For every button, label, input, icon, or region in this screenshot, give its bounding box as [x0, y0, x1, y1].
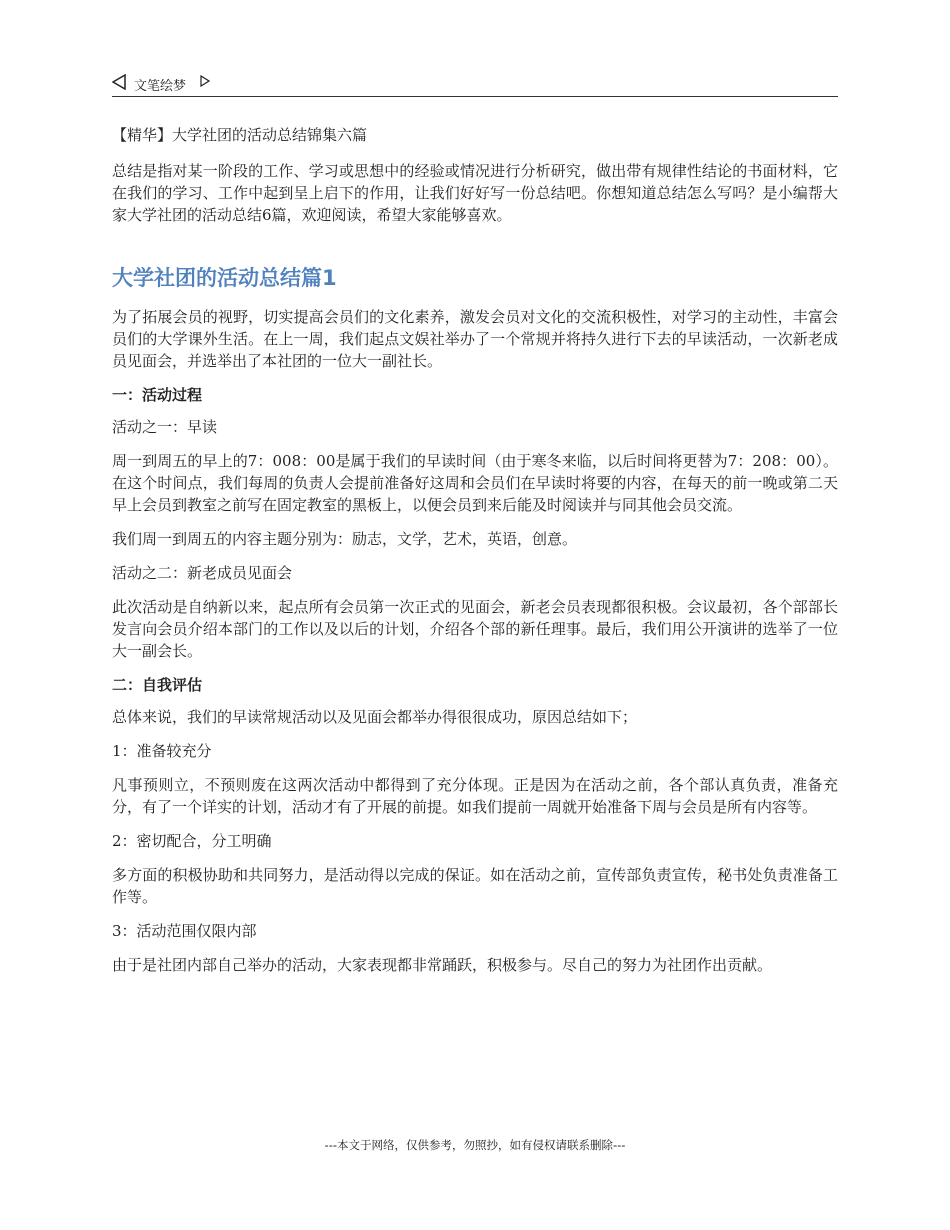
brand-name: 文笔绘梦	[134, 79, 187, 94]
heading-process: 一：活动过程	[112, 386, 203, 404]
section-heading: 大学社团的活动总结篇1	[112, 266, 337, 290]
evaluation-2-label: 2：密切配合，分工明确	[112, 832, 272, 850]
activity-1-topics: 我们周一到周五的内容主题分别为：励志，文学，艺术，英语，创意。	[112, 530, 578, 548]
paragraph-1: 为了拓展会员的视野，切实提高会员们的文化素养，激发会员对文化的交流积极性，对学习的主动性，丰富会员们的大学课外生活。在上一周，我们起点文娱社举办了一个常规并将持久进行下去的早读活动，一次新老成员见面会，并选举出了本社团的一位大一副社长。	[112, 308, 838, 370]
evaluation-3-text: 由于是社团内部自己举办的活动，大家表现都非常踊跃，积极参与。尽自己的努力为社团作出贡献。	[112, 956, 773, 974]
activity-2-text: 此次活动是自纳新以来，起点所有会员第一次正式的见面会，新老会员表现都很积极。会议最初，各个部部长发言向会员介绍本部门的工作以及以后的计划，介绍各个部的新任理事。最后，我们用公开演讲的选举了一位大一副会长。	[112, 598, 838, 660]
evaluation-1-label: 1：准备较充分	[112, 742, 212, 760]
evaluation-1-text: 凡事预则立，不预则废在这两次活动中都得到了充分体现。正是因为在活动之前，各个部认真负责，准备充分，有了一个详实的计划，活动才有了开展的前提。如我们提前一周就开始准备下周与会员是所有内容等。	[112, 776, 838, 816]
heading-evaluation: 二：自我评估	[112, 676, 203, 694]
page-footer: ---本文于网络，仅供参考，勿照抄，如有侵权请联系删除---	[324, 1138, 626, 1152]
left-triangle-icon	[112, 74, 126, 90]
document-title: 【精华】大学社团的活动总结锦集六篇	[112, 126, 368, 144]
right-triangle-icon	[200, 75, 210, 87]
activity-2-label: 活动之二：新老成员见面会	[112, 564, 293, 582]
page-header	[112, 72, 838, 97]
evaluation-intro: 总体来说，我们的早读常规活动以及见面会都举办得很很成功，原因总结如下；	[112, 708, 638, 726]
evaluation-3-label: 3：活动范围仅限内部	[112, 922, 257, 940]
activity-1-label: 活动之一：早读	[112, 418, 218, 436]
intro-paragraph: 总结是指对某一阶段的工作、学习或思想中的经验或情况进行分析研究，做出带有规律性结论的书面材料，它在我们的学习、工作中起到呈上启下的作用，让我们好好写一份总结吧。你想知道总结怎么写吗？是小编帮大家大学社团的活动总结6篇，欢迎阅读，希望大家能够喜欢。	[112, 162, 838, 224]
evaluation-2-text: 多方面的积极协助和共同努力，是活动得以完成的保证。如在活动之前，宣传部负责宣传，秘书处负责准备工作等。	[112, 866, 838, 906]
activity-1-text: 周一到周五的早上的7：008：00是属于我们的早读时间（由于寒冬来临，以后时间将更替为7：208：00）。在这个时间点，我们每周的负责人会提前准备好这周和会员们在早读时将要的内容，在每天的前一晚或第二天早上会员到教室之前写在固定教室的黑板上，以便会员到来后能及时阅读并与同其他会员交流。	[112, 452, 838, 514]
document-body	[112, 124, 838, 988]
